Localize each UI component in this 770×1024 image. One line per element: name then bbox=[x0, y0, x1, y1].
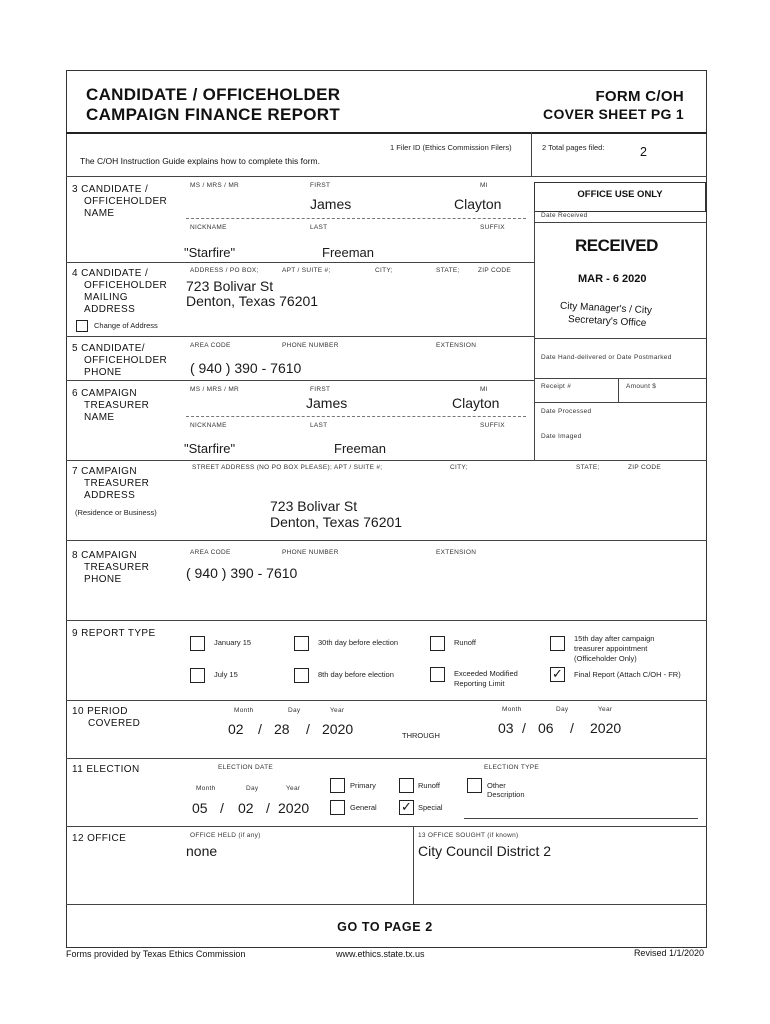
section3-label-2: OFFICEHOLDER bbox=[84, 196, 168, 207]
candidate-address-line1[interactable]: 723 Bolivar St bbox=[186, 278, 274, 294]
stamp-office-line2: Secretary's Office bbox=[567, 313, 647, 330]
section4-label-1: 4 CANDIDATE / bbox=[72, 268, 149, 279]
other-checkbox[interactable] bbox=[467, 778, 482, 793]
section10-label-2: COVERED bbox=[88, 718, 141, 729]
change-of-address-checkbox[interactable] bbox=[76, 320, 88, 332]
exceeded-limit-label-1: Exceeded Modified bbox=[454, 669, 518, 678]
go-to-page-2: GO TO PAGE 2 bbox=[337, 920, 433, 934]
section5-label-2: OFFICEHOLDER bbox=[84, 355, 168, 366]
end-year-label: Year bbox=[598, 706, 613, 713]
header-rule bbox=[66, 132, 707, 134]
treasurer-area-code-label: AREA CODE bbox=[190, 549, 231, 556]
exceeded-limit-label-2: Reporting Limit bbox=[454, 679, 505, 688]
start-month[interactable]: 02 bbox=[228, 721, 244, 737]
city-label: CITY; bbox=[375, 267, 393, 274]
change-of-address-label: Change of Address bbox=[94, 321, 158, 330]
office-use-title: OFFICE USE ONLY bbox=[577, 189, 663, 200]
8th-day-label: 8th day before election bbox=[318, 670, 394, 679]
section4-label-4: ADDRESS bbox=[84, 304, 136, 315]
section4-label-3: MAILING bbox=[84, 292, 128, 303]
section7-label-1: 7 CAMPAIGN bbox=[72, 466, 137, 477]
section4-label-2: OFFICEHOLDER bbox=[84, 280, 168, 291]
section6-label-1: 6 CAMPAIGN bbox=[72, 388, 137, 399]
section7-label-2: TREASURER bbox=[84, 478, 150, 489]
treasurer-nickname[interactable]: "Starfire" bbox=[184, 441, 236, 456]
suffix-label: SUFFIX bbox=[480, 224, 505, 231]
treasurer-extension-label: EXTENSION bbox=[436, 549, 477, 556]
section6-label-3: NAME bbox=[84, 412, 115, 423]
candidate-mi[interactable]: Clayton bbox=[454, 196, 502, 212]
general-label: General bbox=[350, 803, 377, 812]
divider bbox=[66, 540, 707, 541]
election-month[interactable]: 05 bbox=[192, 800, 208, 816]
treasurer-address-line1[interactable]: 723 Bolivar St bbox=[270, 498, 358, 514]
treasurer-mi[interactable]: Clayton bbox=[452, 395, 500, 411]
divider bbox=[66, 380, 534, 381]
section8-label-3: PHONE bbox=[84, 574, 122, 585]
15th-day-label-3: (Officeholder Only) bbox=[574, 654, 637, 663]
treasurer-city-label: CITY; bbox=[450, 464, 468, 471]
form-title-line2: CAMPAIGN FINANCE REPORT bbox=[86, 105, 341, 124]
15th-day-checkbox[interactable] bbox=[550, 636, 565, 651]
divider bbox=[66, 262, 534, 263]
treasurer-nickname-label: NICKNAME bbox=[190, 422, 227, 429]
divider bbox=[66, 758, 707, 759]
primary-label: Primary bbox=[350, 781, 376, 790]
july-15-label: July 15 bbox=[214, 670, 238, 679]
date-processed-label: Date Processed bbox=[541, 408, 592, 415]
election-day-label: Day bbox=[246, 785, 259, 792]
section8-label-2: TREASURER bbox=[84, 562, 150, 573]
treasurer-zip-label: ZIP CODE bbox=[628, 464, 661, 471]
start-day[interactable]: 28 bbox=[274, 721, 290, 737]
address-label: ADDRESS / PO BOX; bbox=[190, 267, 259, 274]
treasurer-state-label: STATE; bbox=[576, 464, 600, 471]
total-pages-value[interactable]: 2 bbox=[640, 145, 647, 159]
election-month-label: Month bbox=[196, 785, 216, 792]
stamp-office-line1: City Manager's / City bbox=[559, 300, 653, 317]
start-year[interactable]: 2020 bbox=[322, 721, 354, 737]
election-type-label: ELECTION TYPE bbox=[484, 764, 540, 771]
receipt-label: Receipt # bbox=[541, 383, 572, 390]
extension-label: EXTENSION bbox=[436, 342, 477, 349]
election-year[interactable]: 2020 bbox=[278, 800, 310, 816]
office-held-label: OFFICE HELD (if any) bbox=[190, 832, 261, 839]
runoff-election-label: Runoff bbox=[418, 781, 440, 790]
treasurer-ms-label: MS / MRS / MR bbox=[190, 386, 240, 393]
received-stamp-date: MAR - 6 2020 bbox=[578, 273, 647, 285]
july-15-checkbox[interactable] bbox=[190, 668, 205, 683]
section5-label-3: PHONE bbox=[84, 367, 122, 378]
start-year-label: Year bbox=[330, 707, 345, 714]
office-held-value[interactable]: none bbox=[186, 843, 218, 859]
divider bbox=[531, 132, 532, 176]
special-checkbox[interactable]: ✓ bbox=[399, 800, 414, 815]
received-stamp: RECEIVED bbox=[575, 236, 658, 255]
start-day-label: Day bbox=[288, 707, 301, 714]
treasurer-first-label: FIRST bbox=[310, 386, 331, 393]
divider bbox=[618, 378, 619, 402]
exceeded-limit-checkbox[interactable] bbox=[430, 667, 445, 682]
30th-day-checkbox[interactable] bbox=[294, 636, 309, 651]
candidate-first-name[interactable]: James bbox=[310, 196, 352, 212]
general-checkbox[interactable] bbox=[330, 800, 345, 815]
treasurer-suffix-label: SUFFIX bbox=[480, 422, 505, 429]
treasurer-first-name[interactable]: James bbox=[306, 395, 348, 411]
section7-label-3: ADDRESS bbox=[84, 490, 136, 501]
section10-label-1: 10 PERIOD bbox=[72, 706, 128, 717]
other-label-2: Description bbox=[487, 790, 525, 799]
through-label: THROUGH bbox=[402, 731, 440, 740]
treasurer-address-line2[interactable]: Denton, Texas 76201 bbox=[270, 514, 403, 530]
other-label-1: Other bbox=[487, 781, 506, 790]
section3-label-1: 3 CANDIDATE / bbox=[72, 184, 149, 195]
apt-label: APT / SUITE #; bbox=[282, 267, 331, 274]
january-15-label: January 15 bbox=[214, 638, 252, 647]
candidate-address-line2[interactable]: Denton, Texas 76201 bbox=[186, 293, 319, 309]
divider bbox=[186, 416, 526, 417]
section12-label: 12 OFFICE bbox=[72, 833, 127, 844]
hand-delivered-label: Date Hand-delivered or Date Postmarked bbox=[541, 354, 672, 361]
section9-label: 9 REPORT TYPE bbox=[72, 628, 156, 639]
section7-label-4: (Residence or Business) bbox=[75, 508, 157, 517]
divider bbox=[534, 402, 706, 403]
end-month-label: Month bbox=[502, 706, 522, 713]
form-title-line1: CANDIDATE / OFFICEHOLDER bbox=[86, 85, 341, 104]
candidate-last-name[interactable]: Freeman bbox=[322, 245, 375, 260]
election-date-label: ELECTION DATE bbox=[218, 764, 274, 771]
15th-day-label-1: 15th day after campaign bbox=[574, 634, 655, 643]
15th-day-label-2: treasurer appointment bbox=[574, 644, 648, 653]
ms-mrs-mr-label: MS / MRS / MR bbox=[190, 182, 240, 189]
treasurer-phone[interactable]: ( 940 ) 390 - 7610 bbox=[186, 565, 298, 581]
street-address-label: STREET ADDRESS (NO PO BOX PLEASE); APT / SUITE #; bbox=[192, 464, 383, 471]
divider bbox=[534, 210, 535, 460]
election-day[interactable]: 02 bbox=[238, 800, 254, 816]
candidate-nickname[interactable]: "Starfire" bbox=[184, 245, 236, 260]
website: www.ethics.state.tx.us bbox=[336, 949, 425, 959]
final-report-label: Final Report (Attach C/OH - FR) bbox=[574, 670, 681, 679]
divider bbox=[413, 826, 414, 904]
divider bbox=[534, 338, 706, 339]
primary-checkbox[interactable] bbox=[330, 778, 345, 793]
divider bbox=[66, 700, 707, 701]
filer-id-label: 1 Filer ID (Ethics Commission Filers) bbox=[390, 143, 512, 152]
treasurer-phone-label: PHONE NUMBER bbox=[282, 549, 339, 556]
section3-label-3: NAME bbox=[84, 208, 115, 219]
area-code-label: AREA CODE bbox=[190, 342, 231, 349]
state-label: STATE; bbox=[436, 267, 460, 274]
first-name-label: FIRST bbox=[310, 182, 331, 189]
start-month-label: Month bbox=[234, 707, 254, 714]
special-label: Special bbox=[418, 803, 443, 812]
divider bbox=[66, 904, 707, 905]
treasurer-mi-label: MI bbox=[480, 386, 488, 393]
divider bbox=[464, 818, 698, 819]
section11-label: 11 ELECTION bbox=[72, 764, 140, 775]
revised-date: Revised 1/1/2020 bbox=[633, 948, 704, 958]
total-pages-label: 2 Total pages filed: bbox=[542, 143, 605, 152]
end-month[interactable]: 03 bbox=[498, 720, 514, 736]
amount-label: Amount $ bbox=[626, 383, 657, 390]
election-year-label: Year bbox=[286, 785, 301, 792]
final-report-checkbox[interactable]: ✓ bbox=[550, 667, 565, 682]
divider bbox=[186, 218, 526, 219]
end-day-label: Day bbox=[556, 706, 569, 713]
last-name-label: LAST bbox=[310, 224, 328, 231]
phone-number-label: PHONE NUMBER bbox=[282, 342, 339, 349]
section5-label-1: 5 CANDIDATE/ bbox=[72, 343, 145, 354]
provided-by: Forms provided by Texas Ethics Commission bbox=[66, 949, 246, 959]
mi-label: MI bbox=[480, 182, 488, 189]
form-number: FORM C/OH bbox=[595, 88, 684, 105]
treasurer-last-name[interactable]: Freeman bbox=[334, 441, 387, 456]
divider bbox=[534, 378, 706, 379]
candidate-phone[interactable]: ( 940 ) 390 - 7610 bbox=[190, 360, 302, 376]
divider bbox=[66, 826, 707, 827]
treasurer-last-label: LAST bbox=[310, 422, 328, 429]
office-sought-label: 13 OFFICE SOUGHT (if known) bbox=[418, 832, 519, 839]
nickname-label: NICKNAME bbox=[190, 224, 227, 231]
divider bbox=[66, 176, 707, 177]
30th-day-label: 30th day before election bbox=[318, 638, 399, 647]
divider bbox=[66, 620, 707, 621]
end-year[interactable]: 2020 bbox=[590, 720, 622, 736]
divider bbox=[66, 460, 707, 461]
zip-label: ZIP CODE bbox=[478, 267, 511, 274]
date-imaged-label: Date Imaged bbox=[541, 433, 582, 440]
form-page-label: COVER SHEET PG 1 bbox=[543, 106, 684, 122]
runoff-report-checkbox[interactable] bbox=[430, 636, 445, 651]
date-received-label: Date Received bbox=[541, 212, 588, 219]
office-sought-value[interactable]: City Council District 2 bbox=[418, 843, 552, 859]
section8-label-1: 8 CAMPAIGN bbox=[72, 550, 137, 561]
8th-day-checkbox[interactable] bbox=[294, 668, 309, 683]
section6-label-2: TREASURER bbox=[84, 400, 150, 411]
runoff-report-label: Runoff bbox=[454, 638, 476, 647]
divider bbox=[66, 336, 534, 337]
instruction-text: The C/OH Instruction Guide explains how to complete this form. bbox=[80, 156, 320, 166]
divider bbox=[534, 222, 706, 223]
runoff-election-checkbox[interactable] bbox=[399, 778, 414, 793]
end-day[interactable]: 06 bbox=[538, 720, 554, 736]
january-15-checkbox[interactable] bbox=[190, 636, 205, 651]
